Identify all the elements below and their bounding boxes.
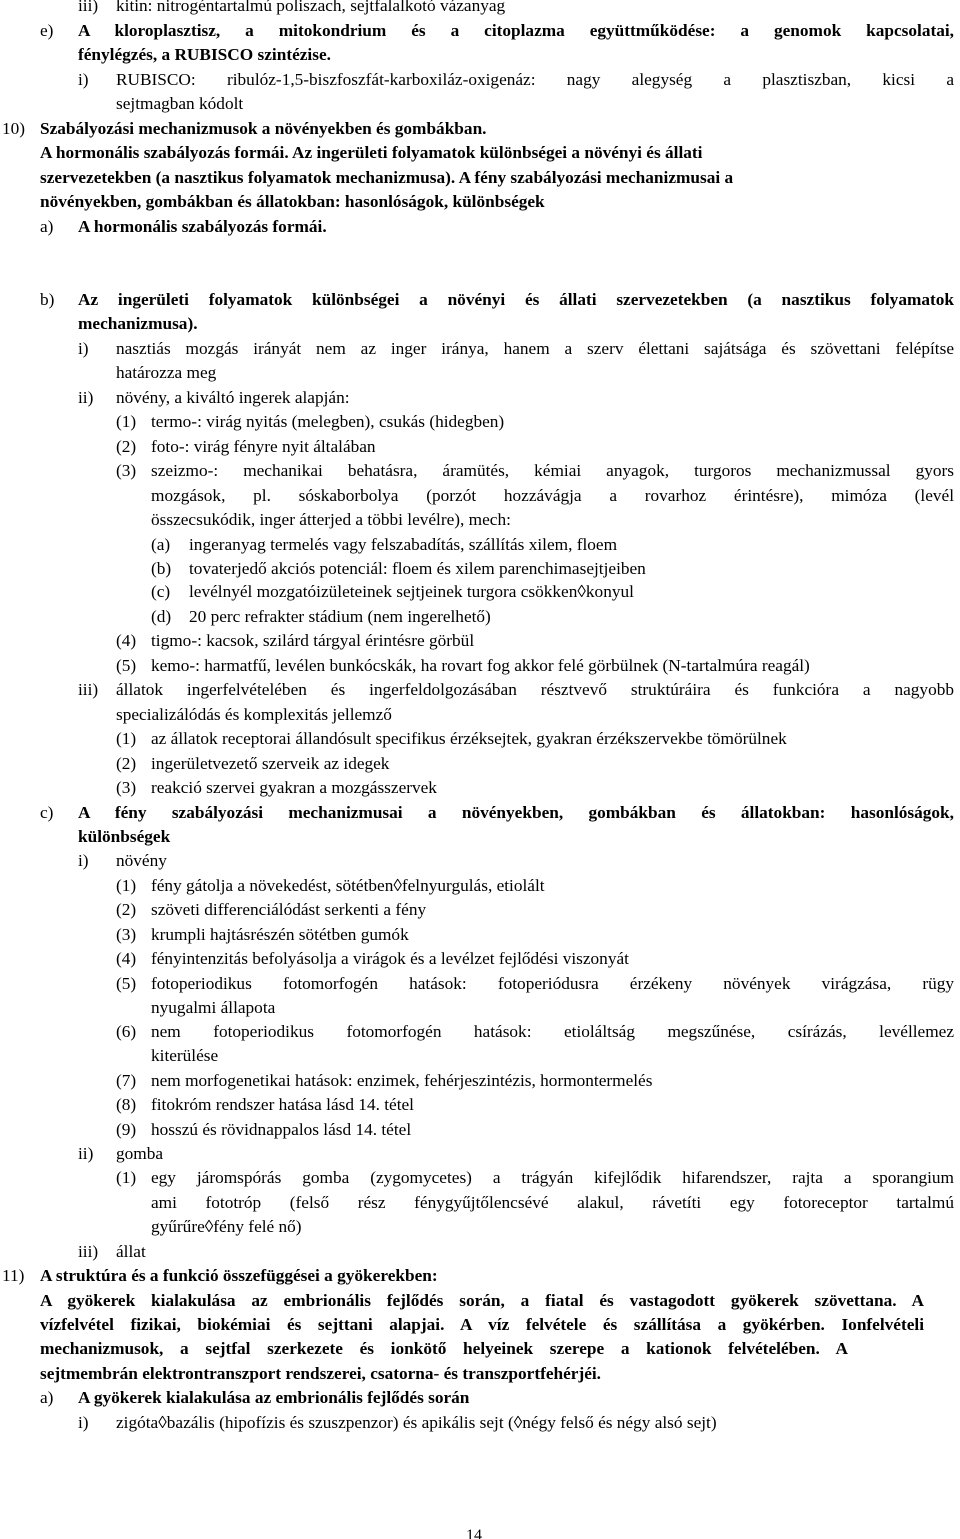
list-marker: (3) — [116, 925, 137, 944]
list-marker: i) — [78, 1413, 89, 1432]
intro-part: A fény szabályozási mechanizmusai a — [458, 168, 734, 187]
list-marker: a) — [40, 217, 54, 236]
section-intro-line: A gyökerek kialakulása az embrionális fejlődés során, a fiatal és vastagodott gyökerek szövettana. A — [40, 1291, 924, 1310]
section-title: A struktúra és a funkció összefüggései a gyökerekben: — [40, 1266, 438, 1285]
list-item-text: levélnyél mozgatóizületeinek sejtjeinek turgora csökken◊konyul — [189, 582, 634, 601]
list-marker: (a) — [151, 535, 171, 554]
list-item-text — [151, 974, 954, 994]
section-number: 10) — [2, 119, 26, 138]
list-item-text: szöveti differenciálódást serkenti a fény — [151, 900, 427, 919]
list-marker: (9) — [116, 1120, 137, 1139]
term-part: nem fotoperiodikus fotomorfogén hatások: — [151, 1022, 532, 1041]
list-item-text: ingeranyag termelés vagy felszabadítás, szállítás xilem, floem — [189, 535, 618, 554]
list-marker: (3) — [116, 778, 137, 797]
section-intro-line: mechanizmusok, a sejtfal szerkezete és ionkötő helyeinek szerepe a kationok felvételében. A — [40, 1339, 848, 1358]
list-marker: (1) — [116, 1168, 137, 1187]
list-item-text: tovaterjedő akciós potenciál: floem és xilem parenchimasejtjeiben — [189, 559, 646, 578]
list-item-text: ingerületvezető szerveik az idegek — [151, 754, 390, 773]
list-item-text: termo-: virág nyitás (melegben), csukás (hidegben) — [151, 412, 505, 431]
list-item-text: mozgások, pl. sóskaborbolya (porzót hozzávágja a rovarhoz érintésre), mimóza (levél — [151, 486, 954, 505]
list-item-text: nasztiás mozgás irányát nem az inger iránya, hanem a szerv élettani sajátsága és szövettani felépítse — [116, 339, 954, 358]
page-number: 14 — [466, 1527, 482, 1539]
list-item-text: növény, a kiváltó ingerek alapján: — [116, 388, 350, 407]
definition-part: fotoperiódusra érzékeny növények virágzása, rügy — [497, 974, 955, 993]
list-marker: ii) — [78, 1144, 94, 1163]
list-marker: (1) — [116, 412, 137, 431]
list-item-text: sejtmagban kódolt — [116, 94, 244, 113]
list-marker: ii) — [78, 388, 94, 407]
list-item-text: állat — [116, 1242, 146, 1261]
list-marker: (b) — [151, 559, 172, 578]
list-item-text: reakció szervei gyakran a mozgásszervek — [151, 778, 437, 797]
intro-part: A hormonális szabályozás formái. — [40, 143, 289, 162]
list-marker: i) — [78, 70, 89, 89]
list-item-text: az állatok receptorai állandósult specifikus érzéksejtek, gyakran érzékszervekbe tömörülnek — [151, 729, 787, 748]
section-title: Szabályozási mechanizmusok a növényekben és gombákban. — [40, 119, 487, 138]
list-item-text: hosszú és rövidnappalos lásd 14. tétel — [151, 1120, 412, 1139]
list-item-text: zigóta◊bazális (hipofízis és szuszpenzor) és apikális sejt (◊négy felső és négy alsó sejt) — [116, 1413, 717, 1432]
list-marker: (8) — [116, 1095, 137, 1114]
list-marker: iii) — [78, 1242, 99, 1261]
list-marker: (4) — [116, 949, 137, 968]
list-item-text: 20 perc refrakter stádium (nem ingerelhető) — [189, 607, 491, 626]
list-marker: (4) — [116, 631, 137, 650]
list-item-text: kiterülése — [151, 1046, 219, 1065]
list-item-text: gyűrűre◊fény felé nő) — [151, 1217, 302, 1236]
term-part: fotoperiodikus fotomorfogén hatások: — [151, 974, 467, 993]
list-item-text: növény — [116, 851, 167, 870]
list-item-text: szeizmo-: mechanikai behatásra, áramütés, kémiai anyagok, turgoros mechanizmussal gyors — [151, 461, 954, 480]
subheading-a: A hormonális szabályozás formái. — [78, 217, 327, 236]
list-item-text: gomba — [116, 1144, 164, 1163]
list-marker: e) — [40, 21, 54, 40]
list-marker: b) — [40, 290, 55, 309]
list-item-text: egy járomspórás gomba (zygomycetes) a trágyán kifejlődik hifarendszer, rajta a sporangium — [151, 1168, 954, 1187]
list-marker: i) — [78, 339, 89, 358]
list-marker: (5) — [116, 656, 137, 675]
list-marker: (2) — [116, 900, 137, 919]
list-item-text: tigmo-: kacsok, szilárd tárgyal érintésre görbül — [151, 631, 475, 650]
list-item-text: nem morfogenetikai hatások: enzimek, fehérjeszintézis, hormontermelés — [151, 1071, 653, 1090]
subheading-a: A gyökerek kialakulása az embrionális fejlődés során — [78, 1388, 470, 1407]
list-item-text — [151, 1022, 954, 1042]
list-item-text: fitokróm rendszer hatása lásd 14. tétel — [151, 1095, 414, 1114]
section-number: 11) — [2, 1266, 25, 1285]
list-item-text: határozza meg — [116, 363, 217, 382]
subheading-c-line2: különbségek — [78, 827, 171, 846]
list-item-text: kemo-: harmatfű, levélen bunkócskák, ha rovart fog akkor felé görbülnek (N-tartalmúra reagál) — [151, 656, 810, 675]
intro-part: szervezetekben (a nasztikus folyamatok mechanizmusa). — [40, 168, 456, 187]
list-marker: (1) — [116, 729, 137, 748]
list-item-text: összecsukódik, inger átterjed a többi levélre), mech: — [151, 510, 511, 529]
list-marker: (7) — [116, 1071, 137, 1090]
list-marker: (5) — [116, 974, 137, 993]
list-marker: (2) — [116, 437, 137, 456]
list-marker: iii) — [78, 680, 99, 699]
section-intro-line — [40, 143, 702, 163]
list-marker: (1) — [116, 876, 137, 895]
heading-e-line1: A kloroplasztisz, a mitokondrium és a citoplazma együttműködése: a genomok kapcsolatai, — [78, 21, 954, 40]
list-item-text: foto-: virág fényre nyit általában — [151, 437, 376, 456]
list-item-text: fény gátolja a növekedést, sötétben◊felnyurgulás, etiolált — [151, 876, 545, 895]
list-item-text: RUBISCO: ribulóz-1,5-biszfoszfát-karboxiláz-oxigenáz: nagy alegység a plasztiszban, kicsi a — [116, 70, 954, 89]
section-intro-line: növényekben, gombákban és állatokban: hasonlóságok, különbségek — [40, 192, 545, 211]
subheading-b-line1: Az ingerületi folyamatok különbségei a növényi és állati szervezetekben (a nasztikus folyamatok — [78, 290, 954, 309]
list-marker: i) — [78, 851, 89, 870]
list-marker: (6) — [116, 1022, 137, 1041]
list-marker: iii) — [78, 0, 99, 15]
heading-e-line2: fénylégzés, a RUBISCO szintézise. — [78, 45, 331, 64]
list-marker: (d) — [151, 607, 172, 626]
subheading-b-line2: mechanizmusa). — [78, 314, 198, 333]
list-marker: (3) — [116, 461, 137, 480]
list-marker: c) — [40, 803, 54, 822]
section-intro-line: sejtmembrán elektrontranszport rendszerei, csatorna- és transzportfehérjéi. — [40, 1364, 602, 1383]
list-item-text: állatok ingerfelvételében és ingerfeldolgozásában résztvevő struktúráira és funkcióra a nagyobb — [116, 680, 954, 699]
list-item-text: ami fototróp (felső rész fénygyűjtőlencsévé alakul, rávetíti egy fotoreceptor tartalmú — [151, 1193, 954, 1212]
section-intro-line — [40, 168, 733, 188]
list-item-text: specializálódás és komplexitás jellemző — [116, 705, 392, 724]
subheading-c-line1: A fény szabályozási mechanizmusai a növényekben, gombákban és állatokban: hasonlóságok, — [78, 803, 954, 822]
list-item-text: nyugalmi állapota — [151, 998, 276, 1017]
intro-part: Az ingerületi folyamatok különbségei a növényi és állati — [292, 143, 703, 162]
list-item-text: kitin: nitrogéntartalmú poliszach, sejtfalalkotó vázanyag — [116, 0, 506, 15]
list-marker: a) — [40, 1388, 54, 1407]
list-item-text: krumpli hajtásrészén sötétben gumók — [151, 925, 409, 944]
definition-part: etioláltság megszűnése, csírázás, levéllemez — [563, 1022, 954, 1041]
list-marker: (2) — [116, 754, 137, 773]
list-item-text: fényintenzitás befolyásolja a virágok és a levélzet fejlődési viszonyát — [151, 949, 629, 968]
section-intro-line: vízfelvétel fizikai, biokémiai és sejttani alapjai. A víz felvétele és szállítása a gyökérben. Ionfelvételi — [40, 1315, 924, 1334]
list-marker: (c) — [151, 582, 171, 601]
